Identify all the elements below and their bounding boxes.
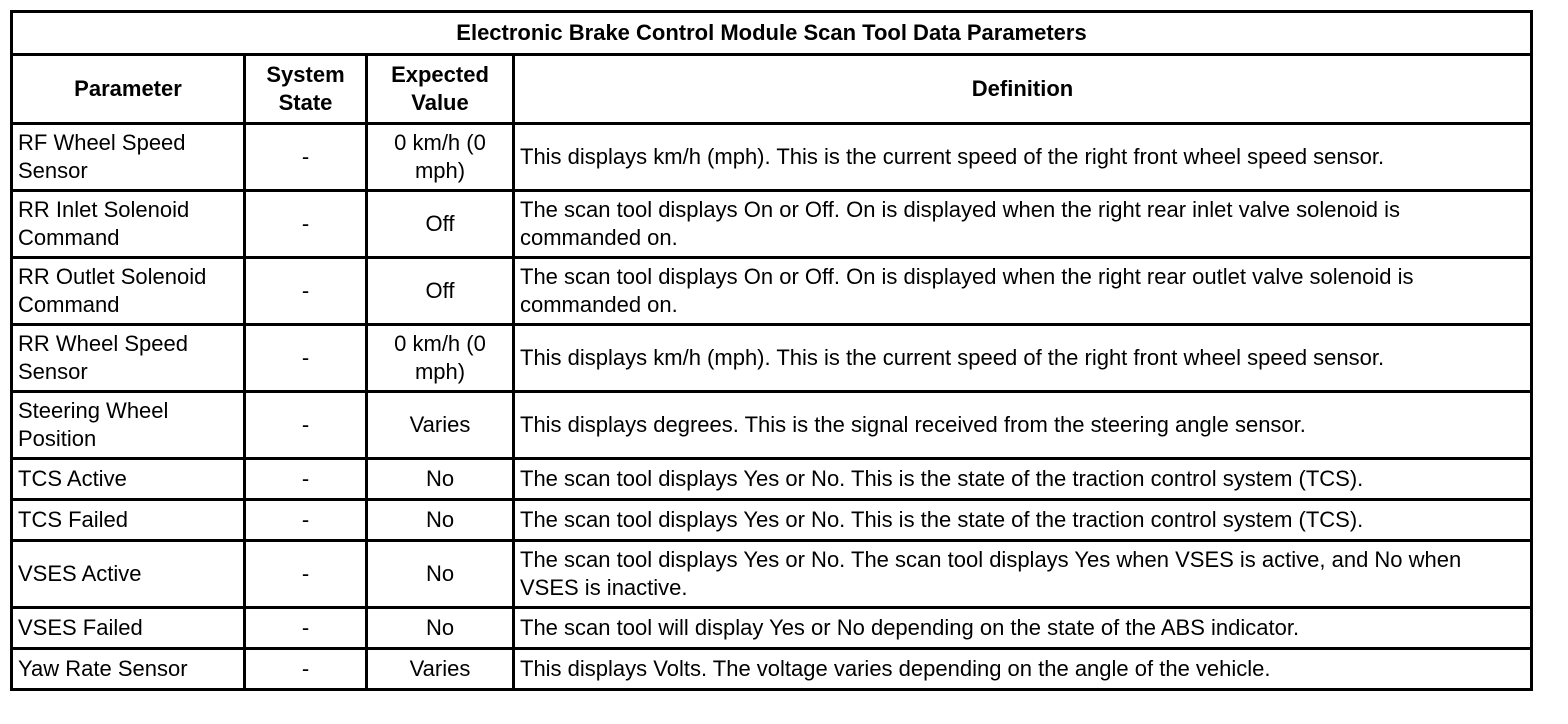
cell-expected-value: Off: [367, 191, 514, 258]
cell-definition: This displays km/h (mph). This is the current speed of the right front wheel speed sensor.: [514, 325, 1532, 392]
cell-parameter: TCS Failed: [12, 500, 245, 541]
cell-system-state: -: [245, 541, 367, 608]
cell-system-state: -: [245, 258, 367, 325]
cell-system-state: -: [245, 608, 367, 649]
cell-system-state: -: [245, 191, 367, 258]
cell-expected-value: Varies: [367, 649, 514, 690]
cell-definition: The scan tool displays Yes or No. This is the state of the traction control system (TCS).: [514, 500, 1532, 541]
table-row: [12, 500, 1532, 541]
table-row: [12, 258, 1532, 325]
cell-expected-value: No: [367, 608, 514, 649]
cell-expected-value: No: [367, 459, 514, 500]
cell-system-state: -: [245, 459, 367, 500]
cell-system-state: -: [245, 325, 367, 392]
cell-expected-value: 0 km/h (0 mph): [367, 325, 514, 392]
cell-system-state: -: [245, 500, 367, 541]
cell-definition: The scan tool displays Yes or No. This is the state of the traction control system (TCS).: [514, 459, 1532, 500]
cell-definition: The scan tool displays Yes or No. The scan tool displays Yes when VSES is active, and No when VSES is inactive.: [514, 541, 1532, 608]
table-row: [12, 541, 1532, 608]
cell-definition: The scan tool displays On or Off. On is displayed when the right rear inlet valve solenoid is commanded on.: [514, 191, 1532, 258]
cell-definition: This displays km/h (mph). This is the current speed of the right front wheel speed sensor.: [514, 124, 1532, 191]
cell-definition: The scan tool will display Yes or No depending on the state of the ABS indicator.: [514, 608, 1532, 649]
header-expected-value: Expected Value: [367, 55, 514, 124]
cell-parameter: RR Outlet Solenoid Command: [12, 258, 245, 325]
cell-parameter: TCS Active: [12, 459, 245, 500]
cell-definition: The scan tool displays On or Off. On is displayed when the right rear outlet valve solenoid is commanded on.: [514, 258, 1532, 325]
table-row: [12, 325, 1532, 392]
cell-expected-value: No: [367, 500, 514, 541]
table-title-row: [12, 12, 1532, 55]
cell-expected-value: Off: [367, 258, 514, 325]
cell-expected-value: No: [367, 541, 514, 608]
cell-parameter: RF Wheel Speed Sensor: [12, 124, 245, 191]
cell-system-state: -: [245, 392, 367, 459]
table-header-row: [12, 55, 1532, 124]
table-row: [12, 392, 1532, 459]
cell-parameter: VSES Failed: [12, 608, 245, 649]
table-row: [12, 608, 1532, 649]
cell-expected-value: 0 km/h (0 mph): [367, 124, 514, 191]
header-parameter: Parameter: [12, 55, 245, 124]
scan-tool-data-table: [10, 10, 1533, 691]
cell-parameter: Steering Wheel Position: [12, 392, 245, 459]
cell-expected-value: Varies: [367, 392, 514, 459]
cell-parameter: Yaw Rate Sensor: [12, 649, 245, 690]
table-row: [12, 191, 1532, 258]
document-page: [10, 10, 1530, 691]
cell-definition: This displays Volts. The voltage varies depending on the angle of the vehicle.: [514, 649, 1532, 690]
table-row: [12, 649, 1532, 690]
table-row: [12, 459, 1532, 500]
header-definition: Definition: [514, 55, 1532, 124]
table-row: [12, 124, 1532, 191]
cell-parameter: RR Wheel Speed Sensor: [12, 325, 245, 392]
header-system-state: System State: [245, 55, 367, 124]
cell-parameter: RR Inlet Solenoid Command: [12, 191, 245, 258]
cell-system-state: -: [245, 124, 367, 191]
cell-definition: This displays degrees. This is the signal received from the steering angle sensor.: [514, 392, 1532, 459]
cell-parameter: VSES Active: [12, 541, 245, 608]
table-title: Electronic Brake Control Module Scan Tool Data Parameters: [12, 12, 1532, 55]
cell-system-state: -: [245, 649, 367, 690]
